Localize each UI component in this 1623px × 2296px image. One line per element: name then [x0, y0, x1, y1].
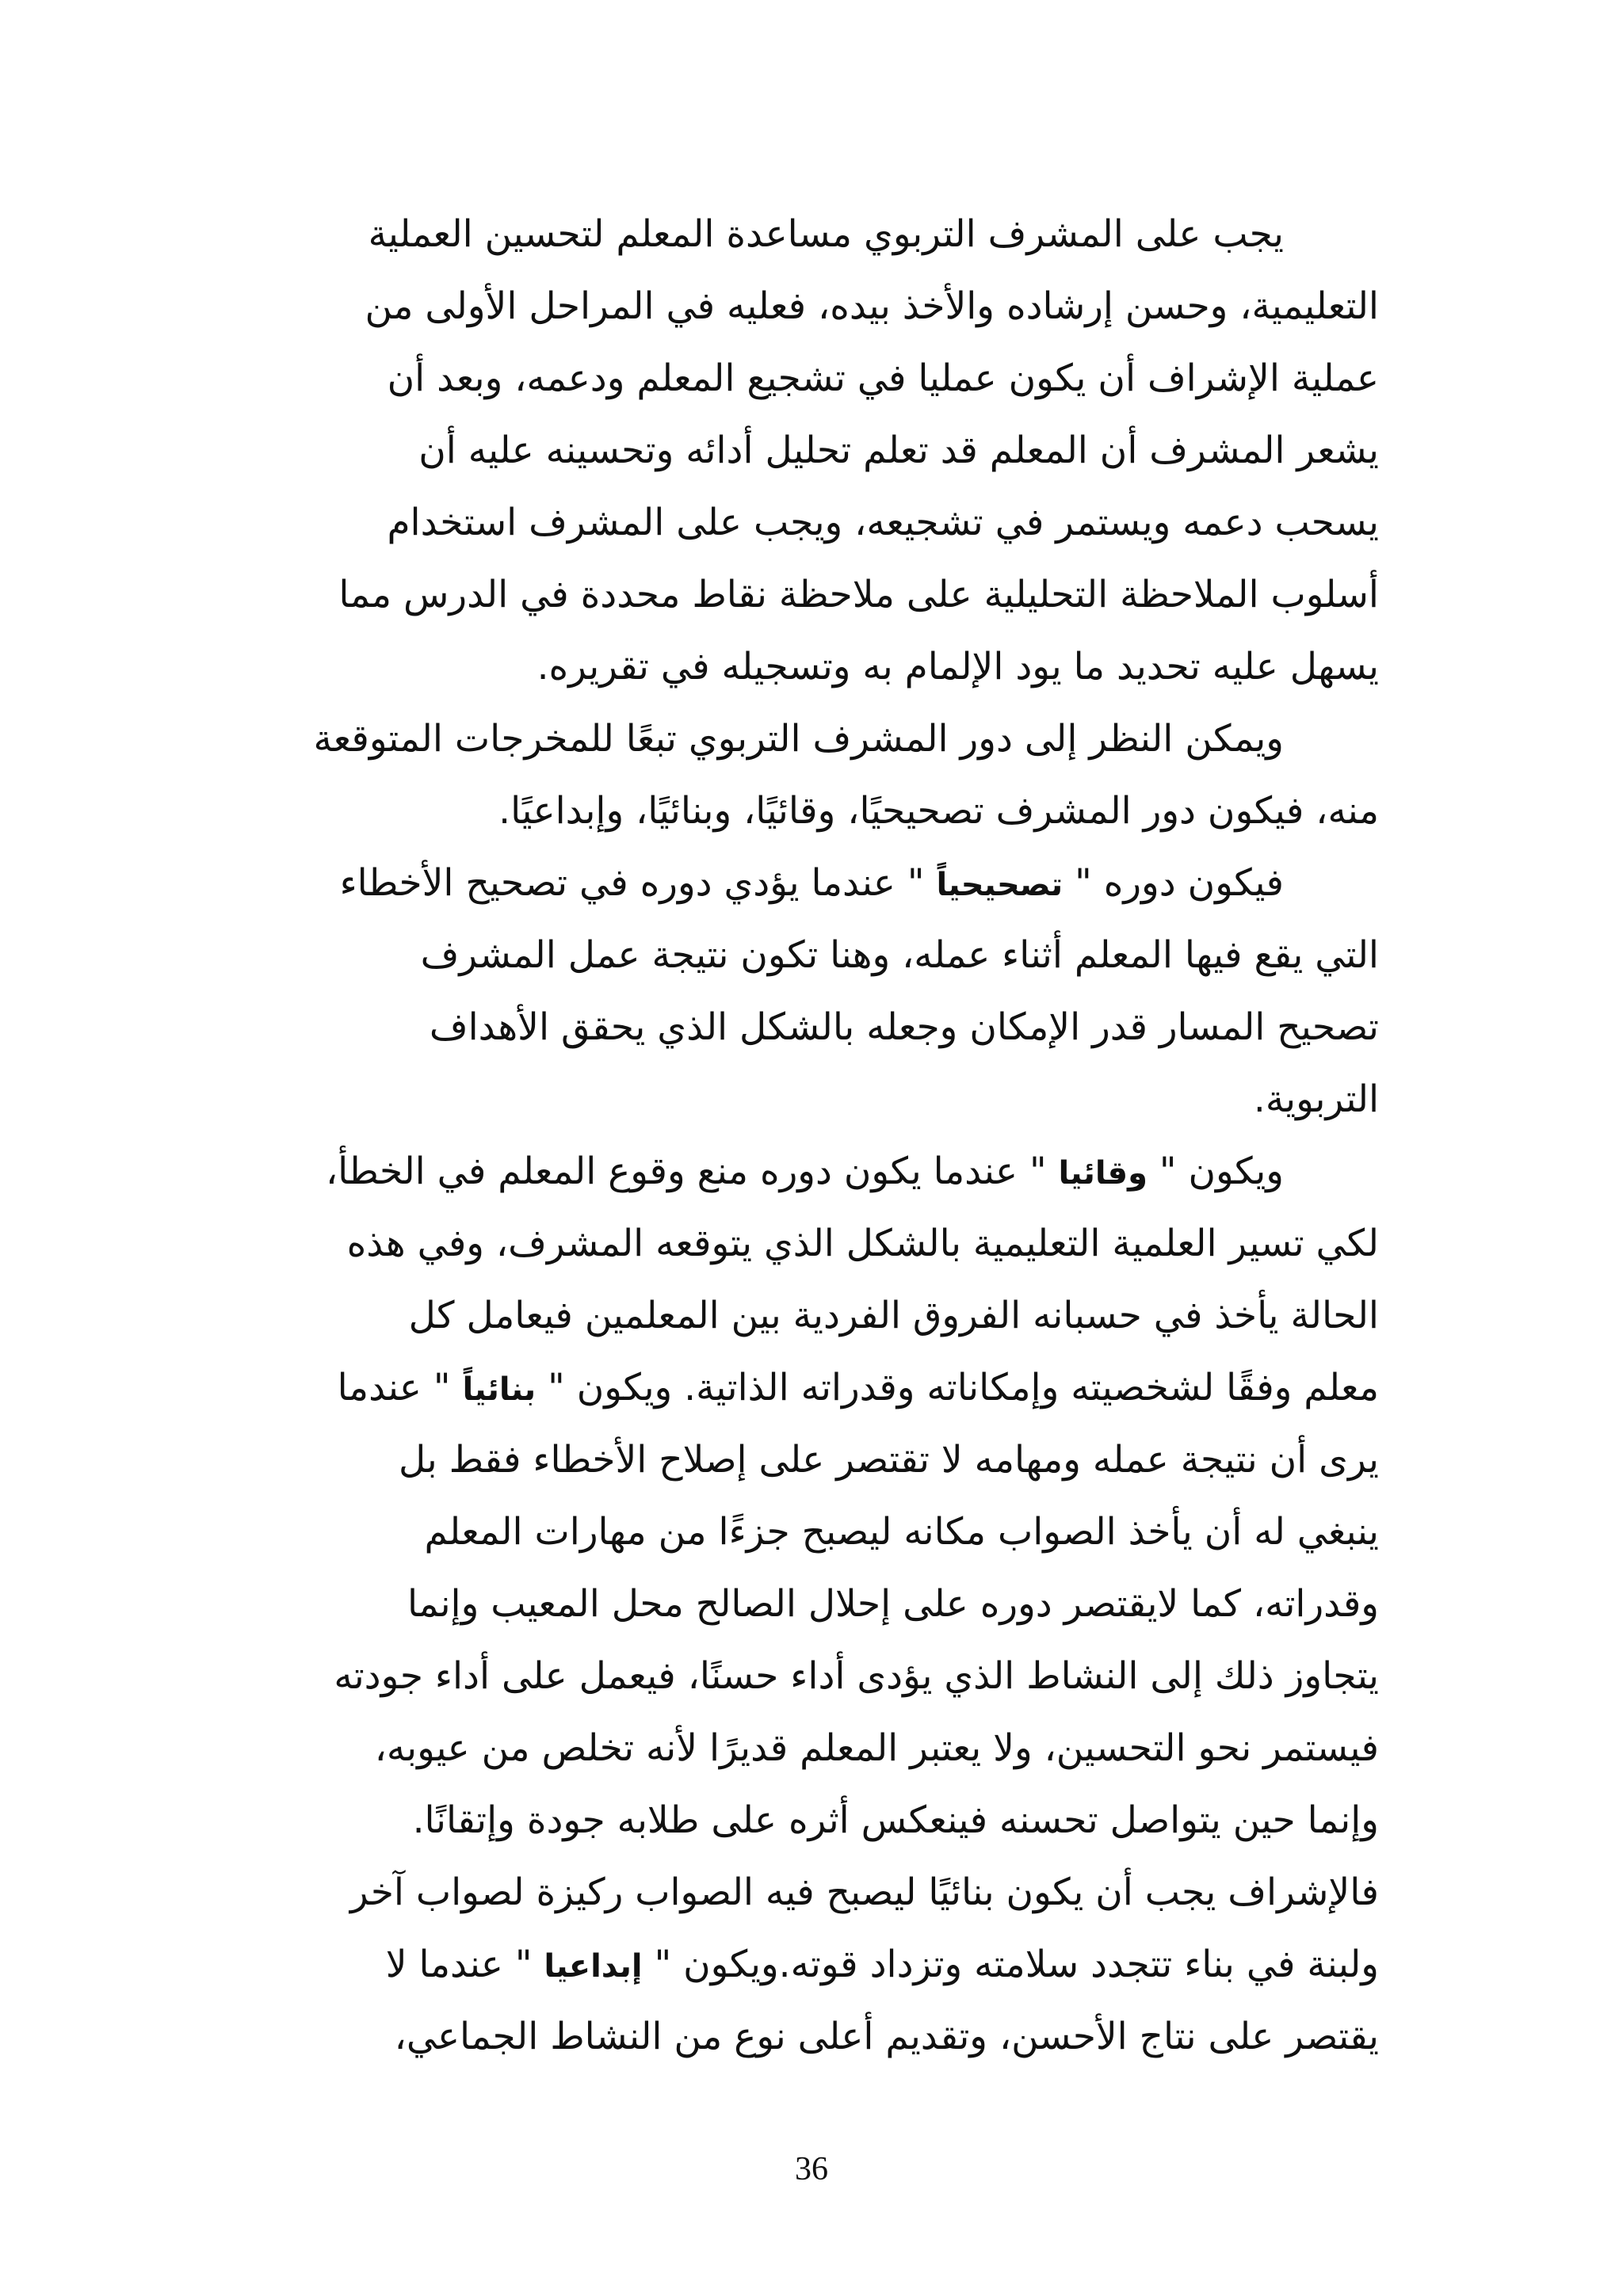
text-line: يسحب دعمه ويستمر في تشجيعه، ويجب على المشرف استخدام	[387, 501, 1379, 544]
emphasized-term: تصحيحياً	[936, 867, 1064, 903]
text-line: وإنما حين يتواصل تحسنه فينعكس أثره على طلابه جودة وإتقانًا.	[412, 1798, 1379, 1842]
text-line: لكي تسير العلمية التعليمية بالشكل الذي يتوقعه المشرف، وفي هذه	[346, 1222, 1379, 1265]
text-line: وقدراته، كما لايقتصر دوره على إحلال الصالح محل المعيب وإنما	[407, 1582, 1379, 1626]
text-line: ويمكن النظر إلى دور المشرف التربوي تبعًا للمخرجات المتوقعة	[313, 717, 1284, 761]
emphasized-term: إبداعيا	[544, 1948, 643, 1985]
text-line: يرى أن نتيجة عمله ومهامه لا تقتصر على إصلاح الأخطاء فقط بل	[399, 1438, 1379, 1482]
emphasized-term: بنائياً	[462, 1371, 537, 1408]
text-line: يشعر المشرف أن المعلم قد تعلم تحليل أدائه وتحسينه عليه أن	[418, 429, 1379, 472]
text-segment: ويكون "	[1147, 1150, 1284, 1193]
body-text	[238, 198, 1379, 2073]
text-line: التربوية.	[1253, 1077, 1379, 1121]
text-line: التي يقع فيها المعلم أثناء عمله، وهنا تكون نتيجة عمل المشرف	[420, 933, 1379, 977]
text-line: يقتصر على نتاج الأحسن، وتقديم أعلى نوع من النشاط الجماعي،	[394, 2015, 1379, 2058]
text-line: فيستمر نحو التحسين، ولا يعتبر المعلم قديرًا لأنه تخلص من عيوبه،	[374, 1726, 1379, 1770]
text-line	[238, 1352, 1379, 1424]
text-line: أسلوب الملاحظة التحليلية على ملاحظة نقاط محددة في الدرس مما	[338, 573, 1379, 616]
text-segment: " عندما لا	[385, 1943, 544, 1986]
text-segment: معلم وفقًا لشخصيته وإمكاناته وقدراته الذاتية. ويكون "	[536, 1366, 1379, 1409]
text-line: عملية الإشراف أن يكون عمليا في تشجيع المعلم ودعمه، وبعد أن	[387, 357, 1379, 400]
emphasized-term: وقائيا	[1058, 1155, 1148, 1192]
text-line: ينبغي له أن يأخذ الصواب مكانه ليصبح جزءًا من مهارات المعلم	[424, 1510, 1379, 1554]
text-line: يتجاوز ذلك إلى النشاط الذي يؤدى أداء حسنًا، فيعمل على أداء جودته	[334, 1654, 1379, 1698]
text-line: يسهل عليه تحديد ما يود الإلمام به وتسجيله في تقريره.	[537, 645, 1379, 688]
page-number: 36	[795, 2151, 828, 2187]
text-line: فالإشراف يجب أن يكون بنائيًا ليصبح فيه الصواب ركيزة لصواب آخر	[349, 1871, 1379, 1914]
text-line	[238, 1928, 1379, 2000]
text-segment: " عندما يؤدي دوره في تصحيح الأخطاء	[339, 861, 937, 905]
text-line	[238, 1135, 1379, 1207]
text-line: الحالة يأخذ في حسبانه الفروق الفردية بين المعلمين فيعامل كل	[408, 1294, 1379, 1337]
text-line	[238, 847, 1379, 919]
text-line: منه، فيكون دور المشرف تصحيحيًا، وقائيًا، وبنائيًا، وإبداعيًا.	[498, 789, 1379, 833]
text-line: التعليمية، وحسن إرشاده والأخذ بيده، فعليه في المراحل الأولى من	[365, 284, 1379, 328]
text-line: تصحيح المسار قدر الإمكان وجعله بالشكل الذي يحقق الأهداف	[429, 1005, 1379, 1049]
text-segment: ولبنة في بناء تتجدد سلامته وتزداد قوته.ويكون "	[642, 1943, 1379, 1986]
text-segment: " عندما يكون دوره منع وقوع المعلم في الخطأ،	[325, 1150, 1059, 1193]
text-segment: فيكون دوره "	[1063, 861, 1284, 905]
text-line: يجب على المشرف التربوي مساعدة المعلم لتحسين العملية	[368, 212, 1284, 256]
text-segment: " عندما	[337, 1366, 463, 1409]
